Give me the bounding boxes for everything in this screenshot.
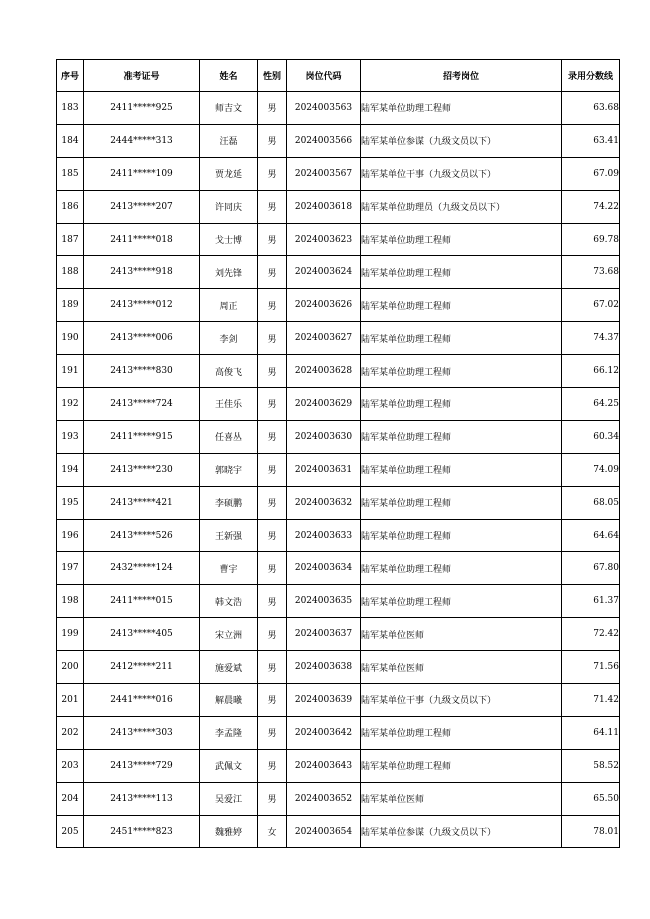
- cell-exam-ticket-no: 2432*****124: [84, 552, 200, 585]
- cell-name: 师吉文: [200, 92, 258, 125]
- table-row: [57, 486, 620, 519]
- header-exam-ticket-no: 准考证号: [84, 60, 200, 92]
- cell-position: 陆军某单位干事（九级文员以下）: [361, 684, 562, 717]
- cell-position-code: 2024003629: [287, 388, 361, 421]
- cell-exam-ticket-no: 2411*****915: [84, 420, 200, 453]
- cell-position: 陆军某单位医师: [361, 651, 562, 684]
- cell-name: 吴爱江: [200, 782, 258, 815]
- table-row: [57, 157, 620, 190]
- cell-name: 王新强: [200, 519, 258, 552]
- cell-position: 陆军某单位医师: [361, 782, 562, 815]
- cell-position-code: 2024003634: [287, 552, 361, 585]
- cell-exam-ticket-no: 2413*****207: [84, 190, 200, 223]
- cell-position-code: 2024003566: [287, 124, 361, 157]
- cell-position: 陆军某单位助理工程师: [361, 420, 562, 453]
- cell-name: 施爱斌: [200, 651, 258, 684]
- cell-serial-no: 194: [57, 453, 84, 486]
- cell-exam-ticket-no: 2444*****313: [84, 124, 200, 157]
- cell-exam-ticket-no: 2411*****015: [84, 585, 200, 618]
- cell-name: 周正: [200, 289, 258, 322]
- cell-gender: 男: [258, 420, 287, 453]
- cell-exam-ticket-no: 2413*****113: [84, 782, 200, 815]
- cell-position-code: 2024003632: [287, 486, 361, 519]
- cell-serial-no: 201: [57, 684, 84, 717]
- cell-position-code: 2024003652: [287, 782, 361, 815]
- cell-cutoff-score: 64.25: [562, 388, 620, 421]
- header-position: 招考岗位: [361, 60, 562, 92]
- cell-position-code: 2024003635: [287, 585, 361, 618]
- cell-serial-no: 188: [57, 256, 84, 289]
- cell-position: 陆军某单位助理工程师: [361, 388, 562, 421]
- cell-exam-ticket-no: 2413*****918: [84, 256, 200, 289]
- header-name: 姓名: [200, 60, 258, 92]
- cell-cutoff-score: 68.05: [562, 486, 620, 519]
- cell-position: 陆军某单位助理工程师: [361, 92, 562, 125]
- cell-name: 解晨曦: [200, 684, 258, 717]
- cell-name: 郭晓宇: [200, 453, 258, 486]
- cell-cutoff-score: 67.09: [562, 157, 620, 190]
- cell-cutoff-score: 73.68: [562, 256, 620, 289]
- cell-name: 曹宇: [200, 552, 258, 585]
- table-row: [57, 618, 620, 651]
- cell-serial-no: 196: [57, 519, 84, 552]
- cell-exam-ticket-no: 2413*****405: [84, 618, 200, 651]
- cell-exam-ticket-no: 2413*****526: [84, 519, 200, 552]
- cell-cutoff-score: 78.01: [562, 815, 620, 848]
- table-row: [57, 92, 620, 125]
- cell-cutoff-score: 64.64: [562, 519, 620, 552]
- cell-serial-no: 197: [57, 552, 84, 585]
- cell-cutoff-score: 63.68: [562, 92, 620, 125]
- cell-cutoff-score: 67.02: [562, 289, 620, 322]
- cell-position: 陆军某单位助理员（九级文员以下）: [361, 190, 562, 223]
- table-row: [57, 289, 620, 322]
- cell-exam-ticket-no: 2413*****724: [84, 388, 200, 421]
- cell-cutoff-score: 72.42: [562, 618, 620, 651]
- cell-gender: 男: [258, 355, 287, 388]
- cell-position: 陆军某单位助理工程师: [361, 322, 562, 355]
- cell-serial-no: 193: [57, 420, 84, 453]
- cell-gender: 男: [258, 289, 287, 322]
- cell-position: 陆军某单位助理工程师: [361, 355, 562, 388]
- table-row: [57, 684, 620, 717]
- table-row: [57, 651, 620, 684]
- cell-exam-ticket-no: 2441*****016: [84, 684, 200, 717]
- cell-position-code: 2024003630: [287, 420, 361, 453]
- cell-exam-ticket-no: 2413*****230: [84, 453, 200, 486]
- cell-gender: 男: [258, 782, 287, 815]
- cell-gender: 男: [258, 651, 287, 684]
- cell-serial-no: 183: [57, 92, 84, 125]
- cell-serial-no: 199: [57, 618, 84, 651]
- cell-gender: 男: [258, 618, 287, 651]
- cell-serial-no: 192: [57, 388, 84, 421]
- cell-position-code: 2024003642: [287, 716, 361, 749]
- cell-cutoff-score: 74.37: [562, 322, 620, 355]
- cell-name: 许同庆: [200, 190, 258, 223]
- table-row: [57, 223, 620, 256]
- cell-position-code: 2024003654: [287, 815, 361, 848]
- cell-serial-no: 198: [57, 585, 84, 618]
- cell-name: 刘先锋: [200, 256, 258, 289]
- cell-gender: 男: [258, 716, 287, 749]
- cell-serial-no: 204: [57, 782, 84, 815]
- cell-exam-ticket-no: 2412*****211: [84, 651, 200, 684]
- cell-position-code: 2024003618: [287, 190, 361, 223]
- cell-name: 李硕鹏: [200, 486, 258, 519]
- cell-position-code: 2024003631: [287, 453, 361, 486]
- cell-position-code: 2024003628: [287, 355, 361, 388]
- cell-position: 陆军某单位助理工程师: [361, 552, 562, 585]
- cell-position-code: 2024003626: [287, 289, 361, 322]
- cell-name: 戈士博: [200, 223, 258, 256]
- cell-cutoff-score: 63.41: [562, 124, 620, 157]
- cell-position-code: 2024003633: [287, 519, 361, 552]
- cell-position-code: 2024003643: [287, 749, 361, 782]
- cell-name: 李孟隆: [200, 716, 258, 749]
- cell-cutoff-score: 60.34: [562, 420, 620, 453]
- cell-serial-no: 186: [57, 190, 84, 223]
- cell-position-code: 2024003567: [287, 157, 361, 190]
- cell-position: 陆军某单位参谋（九级文员以下）: [361, 124, 562, 157]
- cell-cutoff-score: 66.12: [562, 355, 620, 388]
- cell-gender: 女: [258, 815, 287, 848]
- table-row: [57, 716, 620, 749]
- cell-cutoff-score: 71.42: [562, 684, 620, 717]
- cell-cutoff-score: 64.11: [562, 716, 620, 749]
- cell-name: 汪磊: [200, 124, 258, 157]
- cell-position: 陆军某单位干事（九级文员以下）: [361, 157, 562, 190]
- table-row: [57, 256, 620, 289]
- table-row: [57, 815, 620, 848]
- header-cutoff-score: 录用分数线: [562, 60, 620, 92]
- cell-position-code: 2024003624: [287, 256, 361, 289]
- cell-exam-ticket-no: 2411*****925: [84, 92, 200, 125]
- admission-score-table: [56, 59, 620, 848]
- cell-cutoff-score: 65.50: [562, 782, 620, 815]
- cell-exam-ticket-no: 2413*****012: [84, 289, 200, 322]
- table-row: [57, 190, 620, 223]
- cell-name: 贾龙延: [200, 157, 258, 190]
- cell-serial-no: 202: [57, 716, 84, 749]
- cell-exam-ticket-no: 2413*****421: [84, 486, 200, 519]
- cell-exam-ticket-no: 2411*****109: [84, 157, 200, 190]
- cell-name: 魏雅婷: [200, 815, 258, 848]
- cell-position-code: 2024003637: [287, 618, 361, 651]
- cell-gender: 男: [258, 453, 287, 486]
- cell-position: 陆军某单位助理工程师: [361, 716, 562, 749]
- table-row: [57, 124, 620, 157]
- cell-position: 陆军某单位助理工程师: [361, 223, 562, 256]
- cell-position-code: 2024003639: [287, 684, 361, 717]
- table-row: [57, 355, 620, 388]
- cell-exam-ticket-no: 2451*****823: [84, 815, 200, 848]
- table-header: [57, 60, 620, 92]
- cell-position-code: 2024003623: [287, 223, 361, 256]
- table-row: [57, 749, 620, 782]
- cell-gender: 男: [258, 124, 287, 157]
- cell-serial-no: 185: [57, 157, 84, 190]
- cell-cutoff-score: 74.22: [562, 190, 620, 223]
- cell-position: 陆军某单位助理工程师: [361, 749, 562, 782]
- cell-cutoff-score: 74.09: [562, 453, 620, 486]
- cell-name: 李剑: [200, 322, 258, 355]
- cell-gender: 男: [258, 486, 287, 519]
- header-gender: 性别: [258, 60, 287, 92]
- cell-position-code: 2024003627: [287, 322, 361, 355]
- header-position-code: 岗位代码: [287, 60, 361, 92]
- table-body: [57, 92, 620, 848]
- cell-position: 陆军某单位医师: [361, 618, 562, 651]
- cell-position: 陆军某单位参谋（九级文员以下）: [361, 815, 562, 848]
- cell-gender: 男: [258, 749, 287, 782]
- cell-cutoff-score: 71.56: [562, 651, 620, 684]
- table-row: [57, 453, 620, 486]
- cell-gender: 男: [258, 552, 287, 585]
- cell-position: 陆军某单位助理工程师: [361, 519, 562, 552]
- header-row: [57, 60, 620, 92]
- cell-name: 任喜丛: [200, 420, 258, 453]
- cell-serial-no: 195: [57, 486, 84, 519]
- cell-position: 陆军某单位助理工程师: [361, 453, 562, 486]
- cell-exam-ticket-no: 2413*****830: [84, 355, 200, 388]
- cell-cutoff-score: 58.52: [562, 749, 620, 782]
- cell-name: 韩文浩: [200, 585, 258, 618]
- cell-gender: 男: [258, 157, 287, 190]
- cell-position: 陆军某单位助理工程师: [361, 486, 562, 519]
- cell-gender: 男: [258, 256, 287, 289]
- header-serial-no: 序号: [57, 60, 84, 92]
- cell-name: 宋立洲: [200, 618, 258, 651]
- cell-cutoff-score: 69.78: [562, 223, 620, 256]
- cell-serial-no: 187: [57, 223, 84, 256]
- cell-position: 陆军某单位助理工程师: [361, 256, 562, 289]
- table-row: [57, 782, 620, 815]
- cell-gender: 男: [258, 684, 287, 717]
- cell-position: 陆军某单位助理工程师: [361, 585, 562, 618]
- cell-serial-no: 203: [57, 749, 84, 782]
- cell-exam-ticket-no: 2413*****303: [84, 716, 200, 749]
- cell-serial-no: 189: [57, 289, 84, 322]
- cell-name: 王佳乐: [200, 388, 258, 421]
- cell-exam-ticket-no: 2413*****729: [84, 749, 200, 782]
- table-row: [57, 322, 620, 355]
- cell-serial-no: 184: [57, 124, 84, 157]
- cell-exam-ticket-no: 2413*****006: [84, 322, 200, 355]
- cell-gender: 男: [258, 322, 287, 355]
- cell-serial-no: 205: [57, 815, 84, 848]
- cell-gender: 男: [258, 519, 287, 552]
- cell-gender: 男: [258, 223, 287, 256]
- cell-gender: 男: [258, 92, 287, 125]
- cell-gender: 男: [258, 585, 287, 618]
- cell-gender: 男: [258, 388, 287, 421]
- table-row: [57, 552, 620, 585]
- table-row: [57, 585, 620, 618]
- cell-name: 武佩文: [200, 749, 258, 782]
- table-row: [57, 420, 620, 453]
- table-row: [57, 388, 620, 421]
- cell-position: 陆军某单位助理工程师: [361, 289, 562, 322]
- table-row: [57, 519, 620, 552]
- cell-name: 高俊飞: [200, 355, 258, 388]
- cell-exam-ticket-no: 2411*****018: [84, 223, 200, 256]
- cell-position-code: 2024003638: [287, 651, 361, 684]
- cell-serial-no: 191: [57, 355, 84, 388]
- cell-cutoff-score: 61.37: [562, 585, 620, 618]
- cell-serial-no: 190: [57, 322, 84, 355]
- cell-serial-no: 200: [57, 651, 84, 684]
- cell-cutoff-score: 67.80: [562, 552, 620, 585]
- cell-gender: 男: [258, 190, 287, 223]
- cell-position-code: 2024003563: [287, 92, 361, 125]
